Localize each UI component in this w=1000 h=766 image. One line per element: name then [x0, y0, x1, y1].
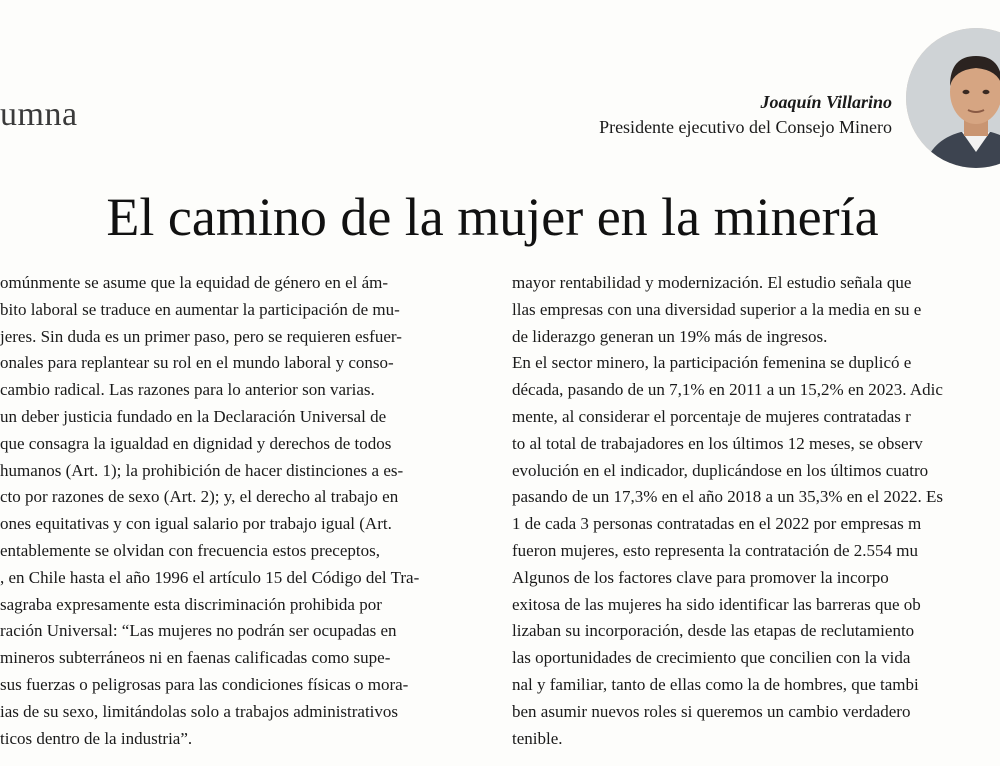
text-line: cto por razones de sexo (Art. 2); y, el derecho al trabajo en — [0, 487, 399, 507]
text-line: entablemente se olvidan con frecuencia estos preceptos, — [0, 540, 380, 560]
text-line: to al total de trabajadores en los últimos 12 meses, se observ — [512, 433, 923, 453]
text-line: llas empresas con una diversidad superior a la media en su e — [512, 299, 922, 319]
author-portrait — [906, 28, 1000, 168]
author-portrait-image — [906, 28, 1000, 168]
author-byline — [599, 90, 892, 140]
text-line: ración Universal: “Las mujeres no podrán ser ocupadas en — [0, 621, 397, 641]
text-line: evolución en el indicador, duplicándose en los últimos cuatro — [512, 460, 929, 480]
text-line: humanos (Art. 1); la prohibición de hacer distinciones a es- — [0, 460, 404, 480]
text-line: pasando de un 17,3% en el año 2018 a un 35,3% en el 2022. Es — [512, 487, 944, 507]
article-column-left — [0, 270, 490, 752]
text-line: ias de su sexo, limitándolas solo a trabajos administrativos — [0, 701, 399, 721]
text-line: En el sector minero, la participación femenina se duplicó e — [512, 353, 912, 373]
author-role: Presidente ejecutivo del Consejo Minero — [599, 117, 892, 137]
text-line: lizaban su incorporación, desde las etapas de reclutamiento — [512, 621, 915, 641]
text-line: nal y familiar, tanto de ellas como la de hombres, que tambi — [512, 674, 919, 694]
text-line: exitosa de las mujeres ha sido identificar las barreras que ob — [512, 594, 921, 614]
text-line: mente, al considerar el porcentaje de mujeres contratadas r — [512, 406, 911, 426]
article-headline: El camino de la mujer en la minería — [106, 187, 879, 247]
text-line: jeres. Sin duda es un primer paso, pero se requieren esfuer- — [0, 326, 402, 346]
text-line: década, pasando de un 7,1% en 2011 a un 15,2% en 2023. Adic — [512, 380, 943, 400]
text-line: Algunos de los factores clave para promover la incorpo — [512, 567, 889, 587]
text-line: las oportunidades de crecimiento que concilien con la vida — [512, 648, 911, 668]
text-line: fueron mujeres, esto representa la contratación de 2.554 mu — [512, 540, 918, 560]
text-line: , en Chile hasta el año 1996 el artículo 15 del Código del Tra- — [0, 567, 420, 587]
text-line: bito laboral se traduce en aumentar la participación de mu- — [0, 299, 400, 319]
text-line: ben asumir nuevos roles si queremos un cambio verdadero — [512, 701, 911, 721]
text-line: sagraba expresamente esta discriminación prohibida por — [0, 594, 382, 614]
text-line: ticos dentro de la industria”. — [0, 728, 193, 748]
article-column-right — [512, 270, 1000, 752]
text-line: de liderazgo generan un 19% más de ingresos. — [512, 326, 828, 346]
text-line: mayor rentabilidad y modernización. El estudio señala que — [512, 273, 912, 292]
text-line: que consagra la igualdad en dignidad y derechos de todos — [0, 433, 392, 453]
text-line: un deber justicia fundado en la Declaración Universal de — [0, 406, 387, 426]
author-name: Joaquín Villarino — [760, 92, 892, 112]
text-line: mineros subterráneos ni en faenas calificadas como supe- — [0, 648, 391, 668]
text-line: sus fuerzas o peligrosas para las condiciones físicas o mora- — [0, 674, 409, 694]
column-section-label: umna — [0, 96, 78, 133]
text-line: omúnmente se asume que la equidad de género en el ám- — [0, 273, 389, 292]
text-line: ones equitativas y con igual salario por trabajo igual (Art. — [0, 514, 392, 534]
text-line: onales para replantear su rol en el mundo laboral y conso- — [0, 353, 394, 373]
text-line: cambio radical. Las razones para lo anterior son varias. — [0, 380, 375, 400]
text-line: tenible. — [512, 728, 563, 748]
text-line: 1 de cada 3 personas contratadas en el 2022 por empresas m — [512, 514, 922, 534]
